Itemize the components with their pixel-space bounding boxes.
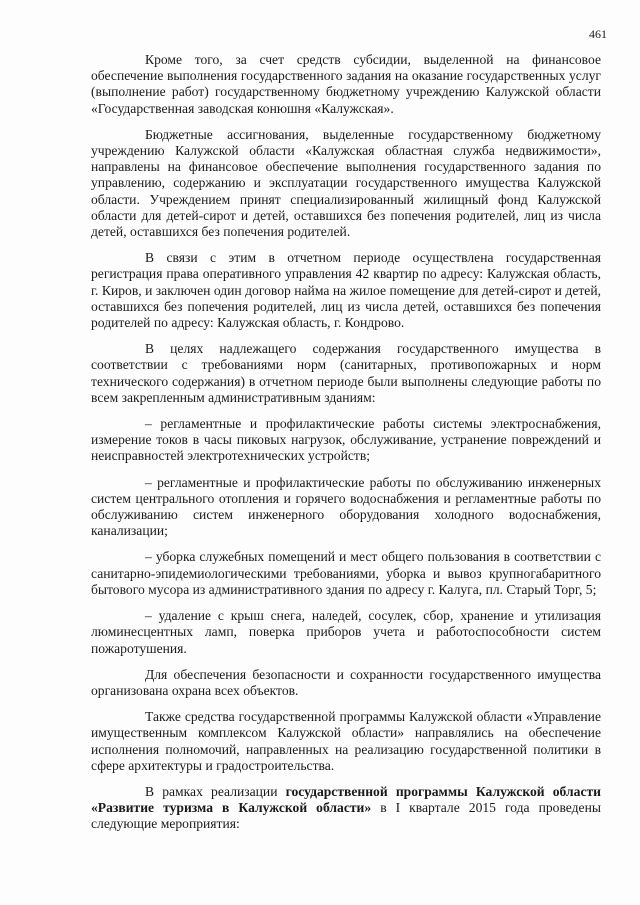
paragraph-registration: В связи с этим в отчетном периоде осуществлена государственная регистрация права оперативного управления 42 квартир по адресу: Калужская область, г. Киров, и заключен один договор найма на жилое помещение для детей-сирот и детей, оставшихся без попечения родителей, лиц из числа детей, оставшихся без попечения родителей по адресу: Калужская область, г. Кондрово. bbox=[91, 250, 601, 331]
tourism-program-title: государственной программы Калужской области «Развитие туризма в Калужской области» bbox=[91, 783, 601, 816]
paragraph-property-program: Также средства государственной программы Калужской области «Управление имущественным комплексом Калужской области» направлялись на обеспечение исполнения полномочий, направленных на реализацию государственной политики в сфере архитектуры и градостроительства. bbox=[91, 709, 601, 773]
list-item-roof-and-lamps: – удаление с крыш снега, наледей, сосулек, сбор, хранение и утилизация люминесцентных ламп, поверка приборов учета и работоспособности систем пожаротушения. bbox=[91, 608, 601, 656]
list-item-electrical-works: – регламентные и профилактические работы системы электроснабжения, измерение токов в часы пиковых нагрузок, обслуживание, устранение повреждений и неисправностей электротехнических устройств; bbox=[91, 416, 601, 464]
paragraph-real-estate-service: Бюджетные ассигнования, выделенные государственному бюджетному учреждению Калужской области «Калужская областная служба недвижимости», направлены на финансовое обеспечение выполнения государственного задания по управлению, содержанию и эксплуатации государственного имущества Калужской области. Учреждением принят специализированный жилищный фонд Калужской области для детей-сирот и детей, оставшихся без попечения родителей, лиц из числа детей, оставшихся без попечения родителей. bbox=[91, 126, 601, 240]
paragraph-security: Для обеспечения безопасности и сохранности государственного имущества организована охрана всех объектов. bbox=[91, 666, 601, 698]
paragraph-tourism-program bbox=[91, 784, 601, 833]
list-item-engineering-systems: – регламентные и профилактические работы по обслуживанию инженерных систем центрального отопления и горячего водоснабжения и регламентные работы по обслуживанию систем инженерного оборудования холодного водоснабжения, канализации; bbox=[91, 474, 601, 539]
page-number: 461 bbox=[589, 27, 607, 41]
tourism-prefix: В рамках реализации bbox=[145, 783, 286, 799]
paragraph-subsidy-stable: Кроме того, за счет средств субсидии, выделенной на финансовое обеспечение выполнения государственного задания на оказание государственных услуг (выполнение работ) государственному бюджетному учреждению Калужской области «Государственная заводская конюшня «Калужская». bbox=[91, 52, 601, 116]
document-body bbox=[91, 52, 601, 833]
paragraph-maintenance-intro: В целях надлежащего содержания государственного имущества в соответствии с требованиями норм (санитарных, противопожарных и норм технического содержания) в отчетном периоде были выполнены следующие работы по всем закрепленным административным зданиям: bbox=[91, 341, 601, 405]
list-item-cleaning: – уборка служебных помещений и мест общего пользования в соответствии с санитарно-эпидемиологическими требованиями, уборка и вывоз крупногабаритного бытового мусора из административного здания по адресу г. Калуга, пл. Старый Торг, 5; bbox=[91, 549, 601, 597]
tourism-suffix: в I квартале 2015 года проведены следующие мероприятия: bbox=[91, 800, 601, 832]
